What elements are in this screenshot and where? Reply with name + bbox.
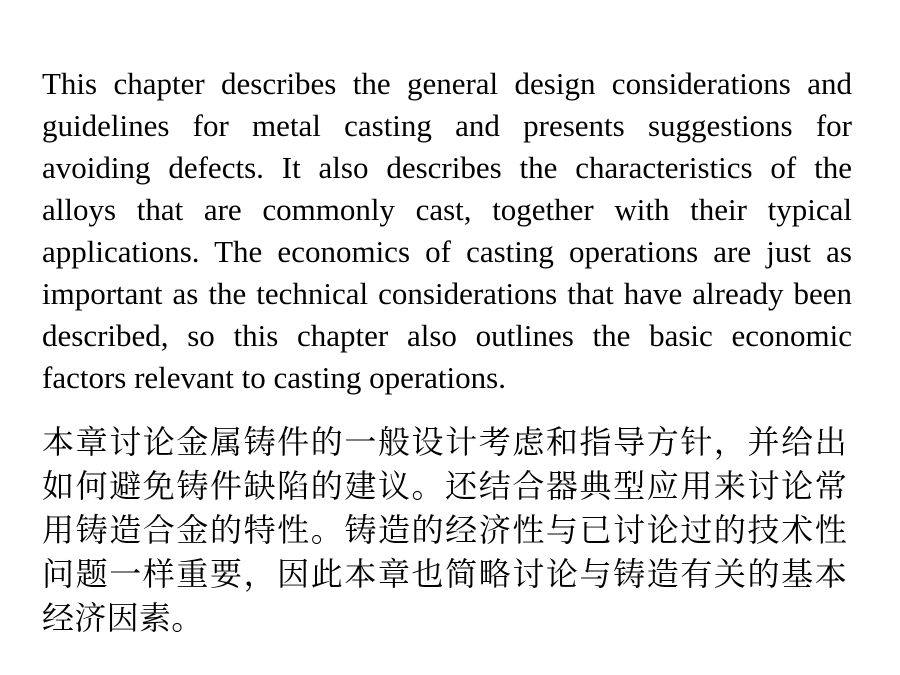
chinese-paragraph: 本章讨论金属铸件的一般设计考虑和指导方针，并给出如何避免铸件缺陷的建议。还结合器典型应用来讨论常用铸造合金的特性。铸造的经济性与已讨论过的技术性问题一样重要，因此本章也简略讨论与铸造有关的基本经济因素。 <box>42 423 847 637</box>
english-paragraph: This chapter describes the general design considerations and guidelines for metal casting and presents suggestions for avoiding defects. It also describes the characteristics of the alloys that are commonly cast, together with their typical applications. The economics of casting operations are just as important as the technical considerations that have already been described, so this chapter also outlines the basic economic factors relevant to casting operations. <box>42 66 852 395</box>
